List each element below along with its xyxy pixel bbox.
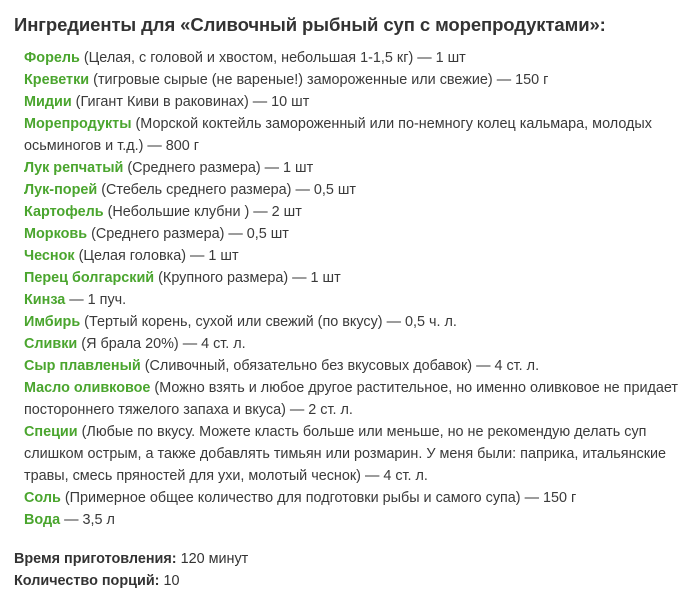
ingredient-detail: (Я брала 20%) — 4 ст. л. bbox=[77, 336, 246, 352]
ingredient-detail: (Целая головка) — 1 шт bbox=[74, 248, 239, 264]
servings-row bbox=[14, 570, 685, 592]
ingredient-item bbox=[24, 201, 685, 223]
ingredients-heading: Ингредиенты для «Сливочный рыбный суп с морепродуктами»: bbox=[14, 14, 606, 35]
ingredient-detail: (Тертый корень, сухой или свежий (по вкусу) — 0,5 ч. л. bbox=[80, 314, 457, 330]
ingredient-name-link[interactable]: Мидии bbox=[24, 94, 72, 110]
ingredient-item bbox=[24, 69, 685, 91]
ingredient-name-link[interactable]: Форель bbox=[24, 50, 80, 66]
ingredient-detail: (Любые по вкусу. Можете класть больше или меньше, но не рекомендую делать суп слишком острым, а также добавлять тимьян или розмарин. У меня были: паприка, итальянские травы, смесь пряностей для ухи, молотый чеснок) — 4 ст. л. bbox=[24, 424, 667, 484]
ingredient-detail: (Сливочный, обязательно без вкусовых добавок) — 4 ст. л. bbox=[140, 358, 540, 374]
ingredient-name-link[interactable]: Специи bbox=[24, 424, 78, 440]
ingredient-item bbox=[24, 311, 685, 333]
ingredient-name-link[interactable]: Масло оливковое bbox=[24, 380, 151, 396]
ingredient-name-link[interactable]: Лук-порей bbox=[24, 182, 98, 198]
cook-time-value: 120 минут bbox=[176, 551, 249, 567]
ingredient-item bbox=[24, 355, 685, 377]
ingredient-item bbox=[24, 333, 685, 355]
ingredient-name-link[interactable]: Сыр плавленый bbox=[24, 358, 141, 374]
ingredient-name-link[interactable]: Чеснок bbox=[24, 248, 75, 264]
ingredient-item bbox=[24, 113, 685, 157]
ingredients-list bbox=[14, 47, 685, 531]
ingredient-detail: (Небольшие клубни ) — 2 шт bbox=[103, 204, 302, 220]
ingredient-item bbox=[24, 91, 685, 113]
ingredient-name-link[interactable]: Перец болгарский bbox=[24, 270, 155, 286]
ingredient-item bbox=[24, 421, 685, 487]
servings-label: Количество порций: bbox=[14, 573, 160, 589]
ingredient-name-link[interactable]: Соль bbox=[24, 490, 61, 506]
ingredient-name-link[interactable]: Сливки bbox=[24, 336, 78, 352]
ingredient-name-link[interactable]: Лук репчатый bbox=[24, 160, 124, 176]
ingredient-item bbox=[24, 245, 685, 267]
ingredient-detail: (Среднего размера) — 1 шт bbox=[123, 160, 314, 176]
cook-time-label: Время приготовления: bbox=[14, 551, 177, 567]
ingredient-detail: — 3,5 л bbox=[60, 512, 115, 528]
ingredient-detail: (Можно взять и любое другое растительное, но именно оливковое не придает постороннего тяжелого запаха и вкуса) — 2 ст. л. bbox=[24, 380, 679, 418]
ingredient-name-link[interactable]: Имбирь bbox=[24, 314, 81, 330]
ingredient-item bbox=[24, 179, 685, 201]
ingredient-item bbox=[24, 487, 685, 509]
ingredient-item bbox=[24, 157, 685, 179]
servings-value: 10 bbox=[159, 573, 180, 589]
ingredient-detail: (Примерное общее количество для подготовки рыбы и самого супа) — 150 г bbox=[60, 490, 577, 506]
ingredient-item bbox=[24, 289, 685, 311]
cook-time-row bbox=[14, 548, 685, 570]
ingredient-item bbox=[24, 267, 685, 289]
ingredient-detail: (Морской коктейль замороженный или по-немногу колец кальмара, молодых осьминогов и т.д.) — 800 г bbox=[24, 116, 652, 154]
ingredient-detail: (тигровые сырые (не вареные!) замороженные или свежие) — 150 г bbox=[89, 72, 549, 88]
recipe-meta bbox=[14, 548, 685, 592]
ingredient-detail: (Гигант Киви в раковинах) — 10 шт bbox=[71, 94, 310, 110]
ingredient-item bbox=[24, 509, 685, 531]
ingredient-detail: (Стебель среднего размера) — 0,5 шт bbox=[97, 182, 357, 198]
ingredient-name-link[interactable]: Картофель bbox=[24, 204, 104, 220]
ingredient-item bbox=[24, 47, 685, 69]
ingredient-name-link[interactable]: Морепродукты bbox=[24, 116, 132, 132]
ingredient-item bbox=[24, 223, 685, 245]
ingredient-name-link[interactable]: Морковь bbox=[24, 226, 88, 242]
ingredient-name-link[interactable]: Кинза bbox=[24, 292, 66, 308]
ingredient-name-link[interactable]: Креветки bbox=[24, 72, 90, 88]
ingredient-detail: (Крупного размера) — 1 шт bbox=[154, 270, 341, 286]
ingredient-detail: (Целая, с головой и хвостом, небольшая 1-1,5 кг) — 1 шт bbox=[79, 50, 466, 66]
ingredient-name-link[interactable]: Вода bbox=[24, 512, 61, 528]
ingredient-item bbox=[24, 377, 685, 421]
ingredient-detail: (Среднего размера) — 0,5 шт bbox=[87, 226, 289, 242]
ingredient-detail: — 1 пуч. bbox=[65, 292, 127, 308]
